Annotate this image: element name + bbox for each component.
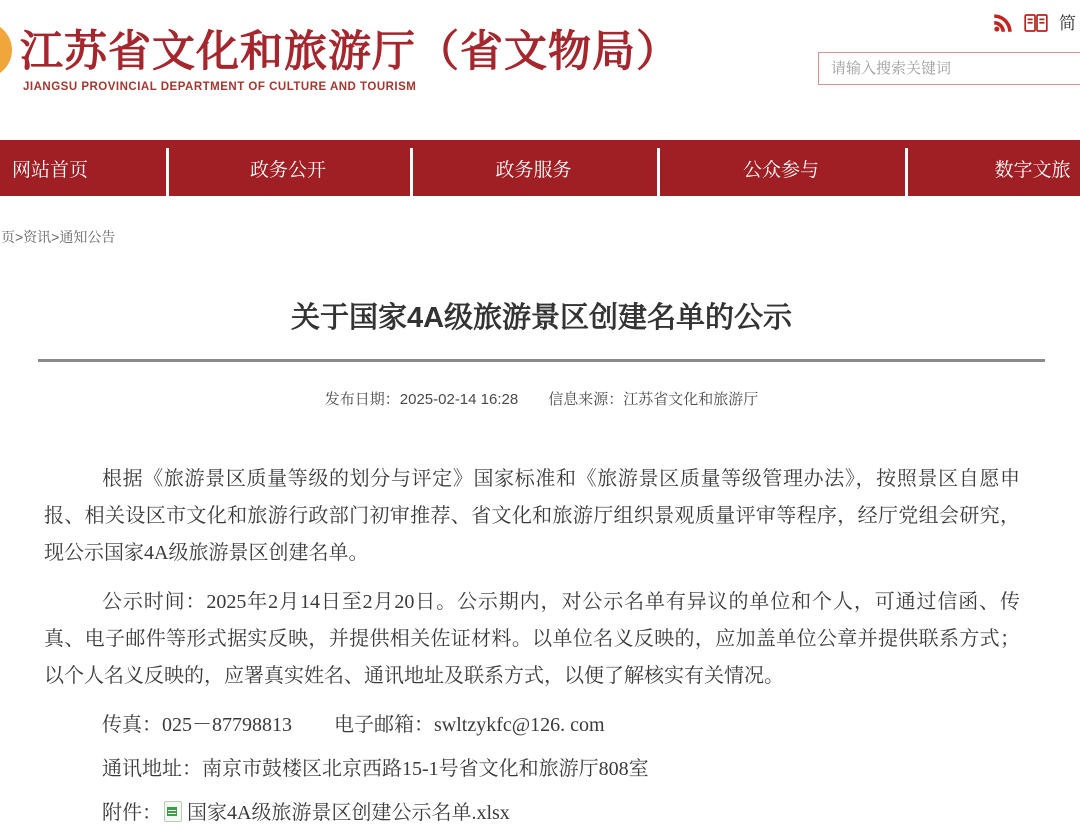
title-divider (38, 359, 1045, 362)
nav-item-gov-affairs-disclosure[interactable] (166, 140, 410, 196)
article (38, 286, 1045, 839)
email-label: 电子邮箱： (334, 714, 434, 736)
search-input[interactable] (818, 52, 1080, 85)
nav-item-label: 网站首页 (11, 159, 88, 181)
publish-date-value: 2025-02-14 16:28 (399, 391, 519, 408)
source-label: 信息来源： (548, 391, 624, 408)
address-line (44, 751, 1020, 788)
fax-email-line (44, 707, 1020, 744)
attachment-line (44, 795, 1020, 832)
address-value: 南京市鼓楼区北京西路15-1号省文化和旅游厅808室 (202, 758, 649, 780)
nav-item-label: 数字文旅 (994, 159, 1071, 181)
top-links (993, 13, 1076, 33)
article-meta (38, 388, 1045, 409)
nav-item-home[interactable] (0, 140, 166, 196)
nav-item-label: 公众参与 (742, 159, 819, 181)
site-title: 江苏省文化和旅游厅（省文物局） (20, 29, 680, 76)
rss-icon[interactable] (993, 13, 1013, 33)
nav-row (0, 140, 1080, 196)
simplified-chinese-toggle[interactable]: 简 (1059, 13, 1076, 33)
mobile-reader-book-icon[interactable] (1024, 13, 1048, 33)
site-logo (0, 22, 12, 78)
paragraph-1: 根据《旅游景区质量等级的划分与评定》国家标准和《旅游景区质量等级管理办法》，按照景区自愿申报、相关设区市文化和旅游行政部门初审推荐、省文化和旅游厅组织景观质量评审等程序，经厅党组会研究，现公示国家4A级旅游景区创建名单。 (44, 468, 1020, 564)
attachment-link[interactable]: 国家4A级旅游景区创建公示名单.xlsx (187, 802, 510, 824)
publish-date-label: 发布日期： (324, 391, 400, 408)
nav-item-digital-culture-tourism[interactable] (905, 140, 1080, 196)
main-nav (0, 140, 1080, 196)
nav-item-label: 政务公开 (249, 159, 326, 181)
fax-value: 025－87798813 (162, 714, 292, 736)
nav-item-gov-services[interactable] (410, 140, 657, 196)
article-body (38, 461, 1045, 832)
breadcrumb[interactable]: 页>资讯>通知公告 (1, 229, 116, 245)
excel-file-icon (164, 801, 182, 822)
fax-label: 传真： (102, 714, 162, 736)
address-label: 通讯地址： (102, 758, 202, 780)
attachment-label: 附件： (102, 802, 162, 824)
site-header (0, 0, 1080, 140)
article-title: 关于国家4A级旅游景区创建名单的公示 (290, 302, 793, 334)
email-value: swltzykfc@126. com (434, 714, 605, 736)
site-subtitle: JIANGSU PROVINCIAL DEPARTMENT OF CULTURE AND TOURISM (23, 81, 417, 93)
paragraph-2: 公示时间：2025年2月14日至2月20日。公示期内，对公示名单有异议的单位和个人，可通过信函、传真、电子邮件等形式据实反映，并提供相关佐证材料。以单位名义反映的，应加盖单位公章并提供联系方式；以个人名义反映的，应署真实姓名、通讯地址及联系方式，以便了解核实有关情况。 (44, 591, 1020, 687)
source-value: 江苏省文化和旅游厅 (623, 391, 759, 408)
nav-item-label: 政务服务 (495, 159, 572, 181)
nav-item-public-participation[interactable] (657, 140, 905, 196)
